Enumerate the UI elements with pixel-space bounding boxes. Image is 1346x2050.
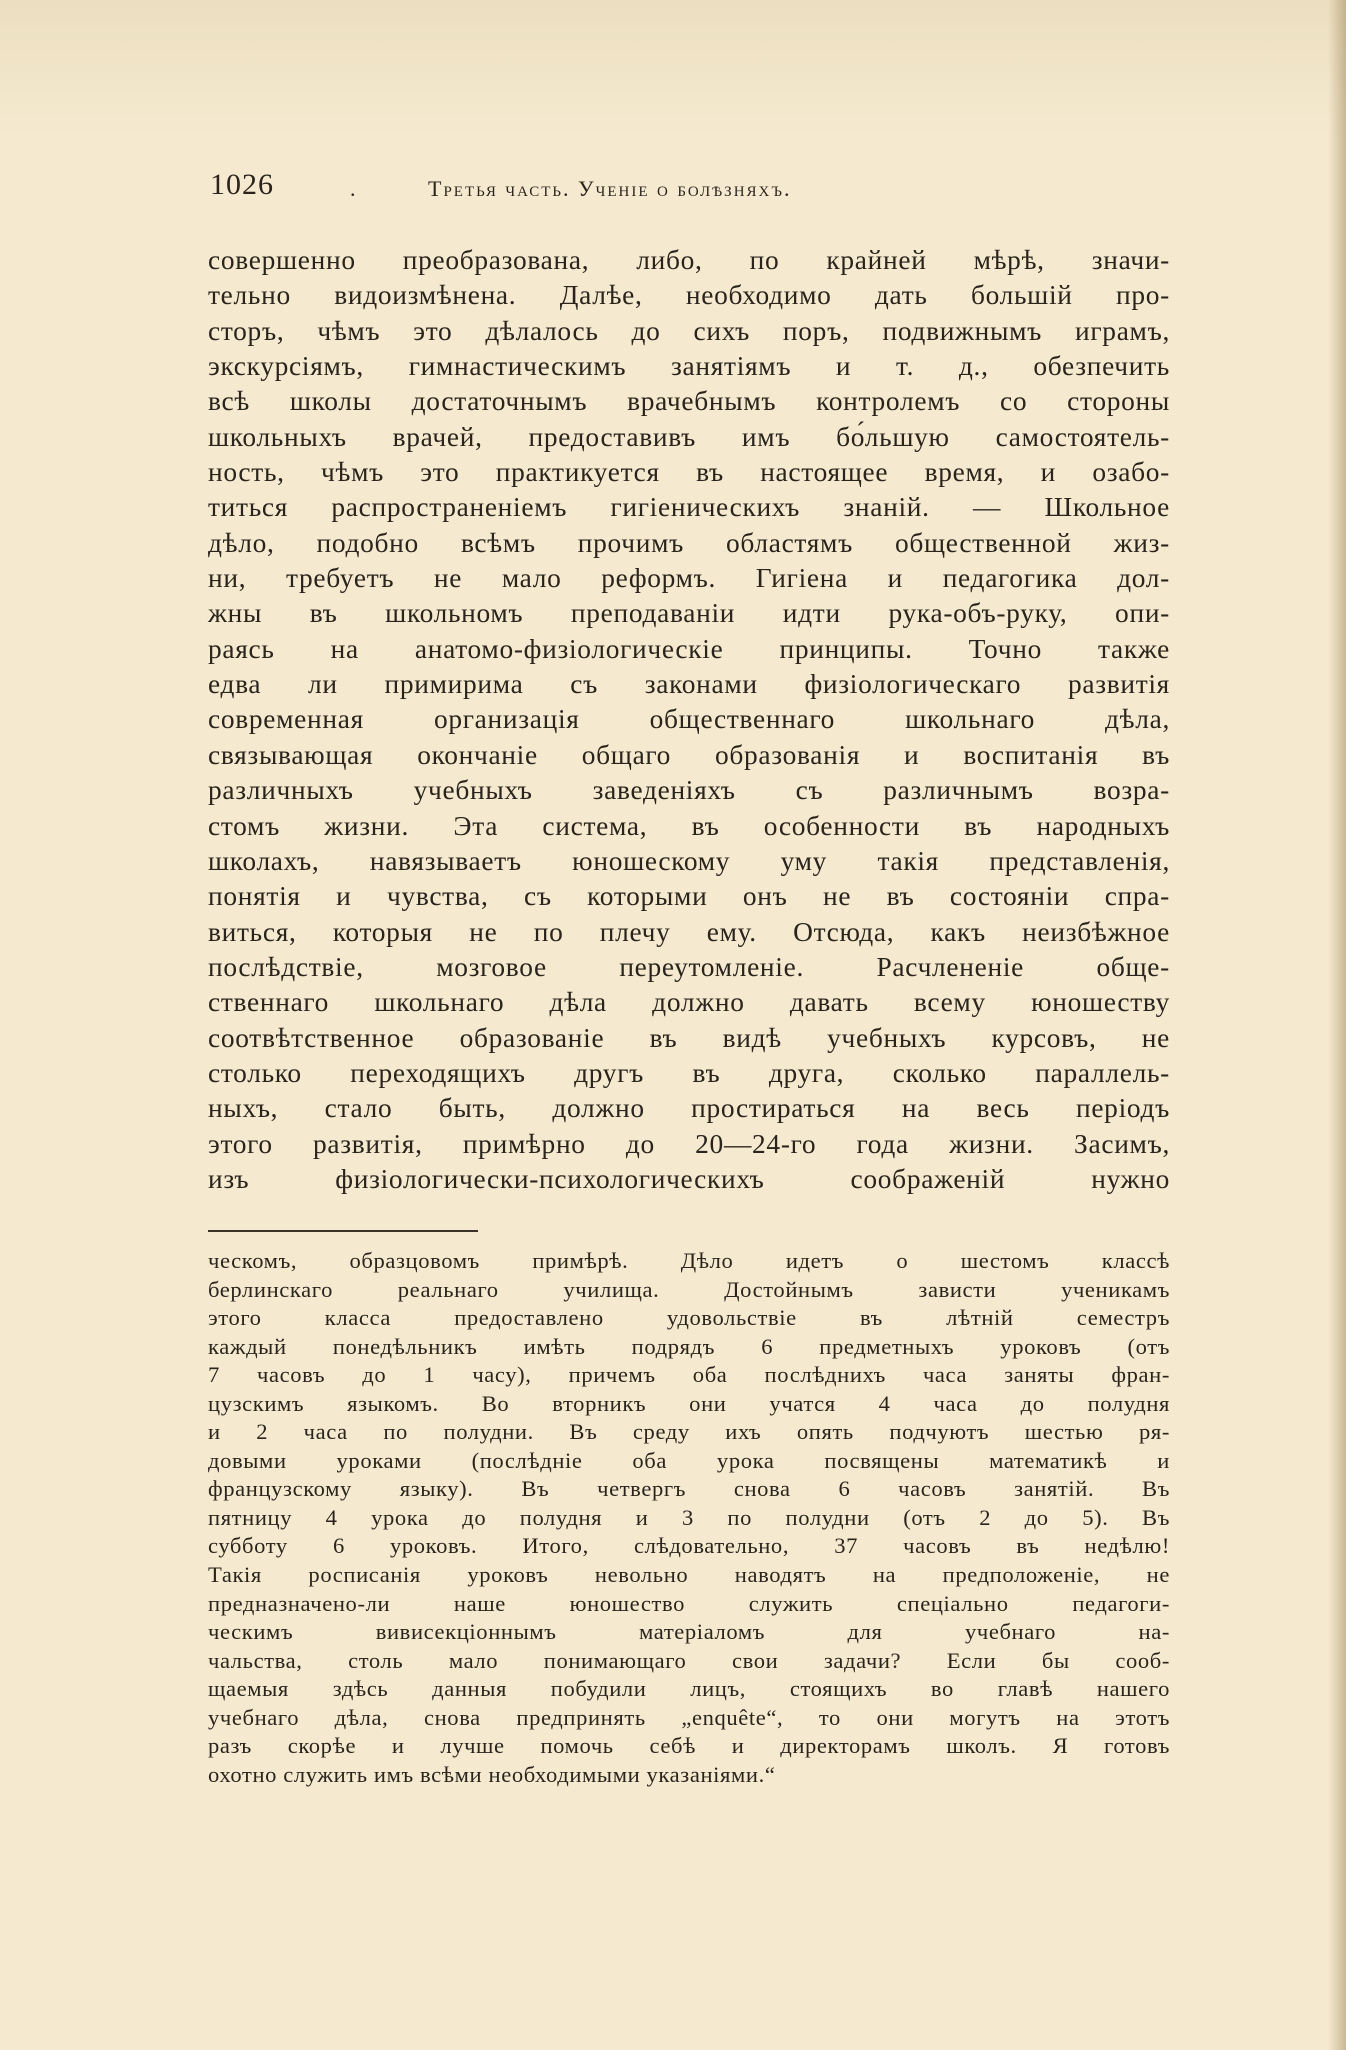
footnote-line: каждый понедѣльникъ имѣть подрядъ 6 предметныхъ уроковъ (отъ <box>208 1333 1170 1359</box>
page-number: 1026 <box>210 168 274 201</box>
header-separator: . <box>350 176 356 201</box>
body-text-line: школьныхъ врачей, предоставивъ имъ бо́льшую самостоятель- <box>208 421 1170 452</box>
footnote-line: пятницу 4 урока до полудня и 3 по полудни (отъ 2 до 5). Въ <box>208 1504 1170 1530</box>
page-shading <box>0 0 1346 140</box>
body-text-line: виться, которыя не по плечу ему. Отсюда, какъ неизбѣжное <box>208 916 1170 947</box>
footnote-line: охотно служить имъ всѣми необходимыми указаніями.“ <box>208 1761 776 1787</box>
footnote-line: французскому языку). Въ четвергъ снова 6 часовъ занятій. Въ <box>208 1476 1170 1502</box>
page-header <box>210 168 1140 208</box>
footnote-line: 7 часовъ до 1 часу), причемъ оба послѣднихъ часа заняты фран- <box>208 1362 1170 1388</box>
footnote-line: щаемыя здѣсь данныя побудили лицъ, стоящихъ во главѣ нашего <box>208 1676 1170 1702</box>
body-text-line: связывающая окончаніе общаго образованія и воспитанія въ <box>208 739 1170 770</box>
main-body-text <box>208 243 1170 1197</box>
footnote-line: берлинскаго реальнаго училища. Достойнымъ зависти ученикамъ <box>208 1276 1170 1302</box>
footnote-line: довыми уроками (послѣдніе оба урока посвящены математикѣ и <box>208 1447 1170 1473</box>
footnote-line: ческомъ, образцовомъ примѣрѣ. Дѣло идетъ о шестомъ классѣ <box>208 1248 1170 1273</box>
body-text-line: ственнаго школьнаго дѣла должно давать всему юношеству <box>208 987 1170 1018</box>
body-text-line: экскурсіямъ, гимнастическимъ занятіямъ и т. д., обезпечить <box>208 351 1170 382</box>
body-text-line: жны въ школьномъ преподаваніи идти рука-объ-руку, опи- <box>208 598 1170 629</box>
footnote-line: учебнаго дѣла, снова предпринять „enquête“, то они могутъ на этотъ <box>208 1704 1170 1730</box>
body-text-line: послѣдствіе, мозговое переутомленіе. Расчлененіе обще- <box>208 951 1170 982</box>
footnote-line: этого класса предоставлено удовольствіе въ лѣтній семестръ <box>208 1305 1170 1331</box>
footnote-line: предназначено-ли наше юношество служить спеціально педагоги- <box>208 1590 1170 1616</box>
footnote-line: цузскимъ языкомъ. Во вторникъ они учатся 4 часа до полудня <box>208 1390 1170 1416</box>
body-text-line: раясь на анатомо-физіологическіе принципы. Точно также <box>208 633 1170 664</box>
footnote-line: Такія росписанія уроковъ невольно наводятъ на предположеніе, не <box>208 1562 1170 1588</box>
body-text-line: дѣло, подобно всѣмъ прочимъ областямъ общественной жиз- <box>208 527 1170 558</box>
body-text-line: различныхъ учебныхъ заведеніяхъ съ различнымъ возра- <box>208 775 1170 806</box>
body-text-line: всѣ школы достаточнымъ врачебнымъ контролемъ со стороны <box>208 386 1170 417</box>
footnote-line: и 2 часа по полудни. Въ среду ихъ опять подчуютъ шестью ря- <box>208 1419 1170 1445</box>
body-text-line: ни, требуетъ не мало реформъ. Гигіена и педагогика дол- <box>208 563 1170 594</box>
footnote-line: чальства, столь мало понимающаго свои задачи? Если бы сооб- <box>208 1647 1170 1673</box>
body-text-line: понятія и чувства, съ которыми онъ не въ состояніи спра- <box>208 881 1170 912</box>
body-text-line: совершенно преобразована, либо, по крайней мѣрѣ, значи- <box>208 245 1170 275</box>
body-text-line: едва ли примирима съ законами физіологическаго развитія <box>208 669 1170 700</box>
page-edge-shadow <box>1328 0 1346 2050</box>
body-text-line: ныхъ, стало быть, должно простираться на весь періодъ <box>208 1093 1170 1124</box>
body-text-line: школахъ, навязываетъ юношескому уму такія представленія, <box>208 845 1170 876</box>
body-text-line: ность, чѣмъ это практикуется въ настоящее время, и озабо- <box>208 457 1170 488</box>
footnote-text <box>208 1247 1170 1789</box>
body-text-line: сторъ, чѣмъ это дѣлалось до сихъ поръ, подвижнымъ играмъ, <box>208 315 1170 346</box>
body-text-line: изъ физіологически-психологическихъ соображеній нужно <box>208 1163 1170 1194</box>
body-text-line: тельно видоизмѣнена. Далѣе, необходимо дать большій про- <box>208 280 1170 311</box>
body-text-line: титься распространеніемъ гигіеническихъ знаній. — Школьное <box>208 492 1170 523</box>
body-text-line: этого развитія, примѣрно до 20—24-го года жизни. Засимъ, <box>208 1128 1170 1159</box>
body-text-line: столько переходящихъ другъ въ друга, сколько параллель- <box>208 1057 1170 1088</box>
footnote-divider <box>208 1230 478 1232</box>
body-text-line: современная организація общественнаго школьнаго дѣла, <box>208 704 1170 735</box>
footnote-line: ческимъ вивисекціоннымъ матеріаломъ для учебнаго на- <box>208 1619 1170 1645</box>
body-text-line: стомъ жизни. Эта система, въ особенности въ народныхъ <box>208 810 1170 841</box>
body-text-line: соотвѣтственное образованіе въ видѣ учебныхъ курсовъ, не <box>208 1022 1170 1053</box>
footnote-line: разъ скорѣе и лучше помочь себѣ и директорамъ школъ. Я готовъ <box>208 1733 1170 1759</box>
running-head: Третья часть. Ученіе о болѣзняхъ. <box>428 176 792 201</box>
footnote-line: субботу 6 уроковъ. Итого, слѣдовательно, 37 часовъ въ недѣлю! <box>208 1533 1170 1559</box>
